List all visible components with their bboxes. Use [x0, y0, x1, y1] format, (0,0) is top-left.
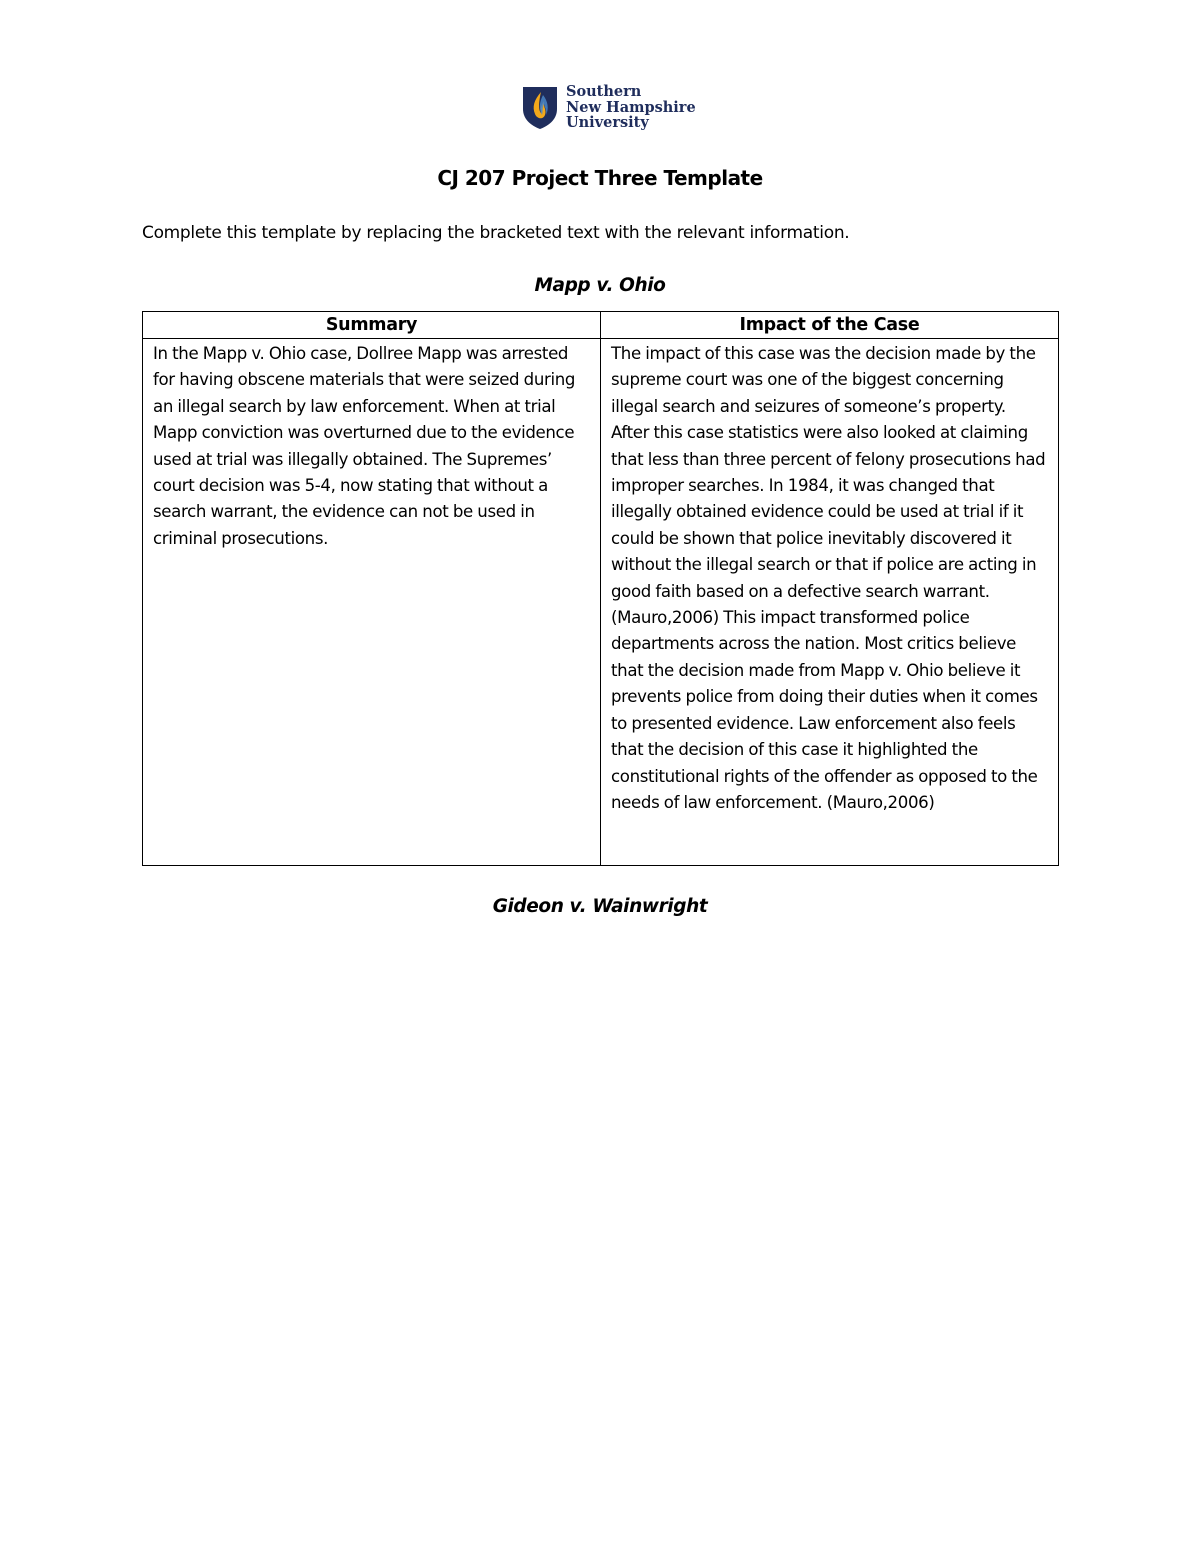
logo-line-2: New Hampshire: [566, 98, 696, 116]
case-title-gideon-v-wainwright: Gideon v. Wainwright: [492, 896, 708, 917]
impact-cell: The impact of this case was the decision made by the supreme court was one of the biggest concerning illegal search and seizures of someone’s property. After this case statistics were also looked at claiming that less than three percent of felony prosecutions had improper searches. In 1984, it was changed that illegally obtained evidence could be used at trial if it could be shown that police inevitably discovered it without the illegal search or that if police are acting in good faith based on a defective search warrant. (Mauro,2006) This impact transformed police departments across the nation. Most critics believe that the decision made from Mapp v. Ohio believe it prevents police from doing their duties when it comes to presented evidence. Law enforcement also feels that the decision of this case it highlighted the constitutional rights of the offender as opposed to the needs of law enforcement. (Mauro,2006): [601, 339, 1059, 866]
case-title-mapp-v-ohio: Mapp v. Ohio: [534, 275, 666, 296]
university-logo: [522, 84, 696, 131]
instructions-text: Complete this template by replacing the bracketed text with the relevant information.: [142, 223, 850, 243]
column-header-impact: Impact of the Case: [601, 312, 1059, 339]
summary-cell: In the Mapp v. Ohio case, Dollree Mapp was arrested for having obscene materials that were seized during an illegal search by law enforcement. When at trial Mapp conviction was overturned due to the evidence used at trial was illegally obtained. The Supremes’ court decision was 5-4, now stating that without a search warrant, the evidence can not be used in criminal prosecutions.: [143, 339, 601, 866]
logo-line-1: Southern: [566, 83, 642, 100]
document-title: CJ 207 Project Three Template: [437, 166, 763, 190]
column-header-summary: Summary: [143, 312, 601, 339]
case-table-mapp-v-ohio: [142, 311, 1059, 866]
table-row: [143, 339, 1059, 866]
logo-wordmark: [566, 84, 696, 131]
table-header-row: [143, 312, 1059, 339]
logo-line-3: University: [566, 114, 649, 131]
shield-flame-icon: [522, 85, 558, 130]
